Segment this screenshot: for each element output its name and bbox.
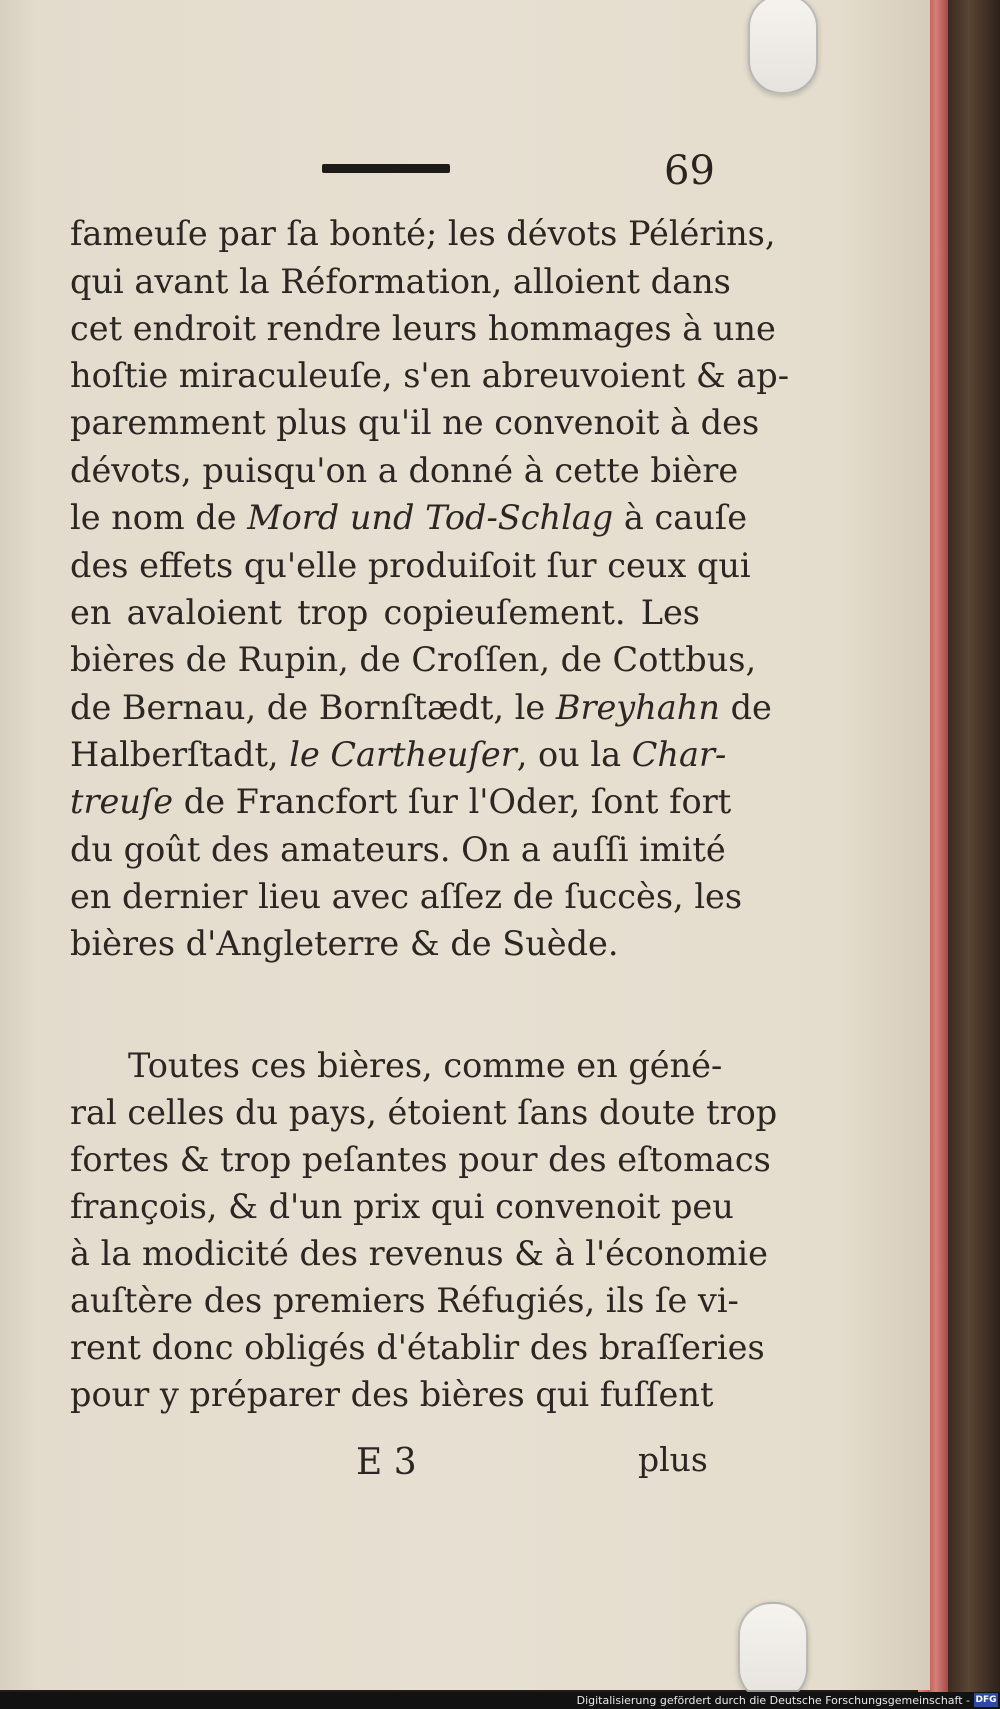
book-cover-edge — [948, 0, 1000, 1709]
text-line — [70, 498, 748, 538]
italic-run: Mord und Tod-Schlag — [247, 498, 614, 537]
italic-run: Char- — [631, 735, 727, 774]
text-line: dévots, puisqu'on a donné à cette bière — [70, 451, 739, 490]
text-run: de — [730, 688, 772, 727]
text-run: à cauſe — [623, 498, 748, 537]
text-line: cet endroit rendre leurs hommages à une — [70, 309, 776, 348]
text-run: , ou la — [516, 735, 622, 774]
text-line: à la modicité des revenus & à l'économie — [70, 1234, 768, 1273]
page-number: 69 — [664, 148, 715, 194]
text-line: en dernier lieu avec aſſez de ſuccès, les — [70, 877, 743, 916]
text-line: qui avant la Réformation, alloient dans — [70, 262, 731, 301]
text-line: fortes & trop peſantes pour des eſtomacs — [70, 1140, 771, 1179]
italic-run: Breyhahn — [555, 688, 720, 727]
italic-run: le Cartheuſer — [289, 735, 517, 774]
text-line: auſtère des premiers Réfugiés, ils ſe vi- — [70, 1281, 739, 1320]
text-line: bières de Rupin, de Croſſen, de Cottbus, — [70, 640, 757, 679]
text-line: en avaloient trop copieuſement. Les — [70, 593, 700, 632]
catchword: plus — [638, 1440, 708, 1479]
text-line: pour y préparer des bières qui fuſſent — [70, 1375, 714, 1414]
text-line — [70, 735, 727, 775]
text-run: de Bernau, de Bornſtædt, le — [70, 688, 546, 727]
dfg-logo: DFG — [975, 1695, 997, 1705]
text-line: du goût des amateurs. On a auſſi imité — [70, 830, 726, 869]
text-line: Toutes ces bières, comme en géné- — [128, 1046, 723, 1085]
text-line: ral celles du pays, étoient ſans doute trop — [70, 1093, 778, 1132]
text-line: paremment plus qu'il ne convenoit à des — [70, 403, 760, 442]
text-line: des effets qu'elle produiſoit ſur ceux qui — [70, 546, 751, 585]
text-line — [70, 782, 732, 822]
text-line: bières d'Angleterre & de Suède. — [70, 924, 619, 963]
page-clip-top — [748, 0, 818, 94]
signature-mark: E 3 — [356, 1442, 417, 1483]
text-line: françois, & d'un prix qui convenoit peu — [70, 1187, 734, 1226]
text-line: rent donc obligés d'établir des braſſeries — [70, 1328, 765, 1367]
text-line — [70, 688, 772, 728]
italic-run: treuſe — [70, 782, 174, 821]
text-run: le nom de — [70, 498, 237, 537]
text-run: de Francfort ſur l'Oder, ſont fort — [183, 782, 732, 821]
header-rule — [322, 164, 450, 173]
text-run: Halberſtadt, — [70, 735, 279, 774]
text-line: fameuſe par ſa bonté; les dévots Pélérins, — [70, 214, 776, 253]
text-line: hoſtie miraculeuſe, s'en abreuvoient & ap- — [70, 356, 790, 395]
page-clip-bottom — [738, 1602, 808, 1702]
footer-credit: Digitalisierung gefördert durch die Deutsche Forschungsgemeinschaft - — [576, 1694, 970, 1707]
